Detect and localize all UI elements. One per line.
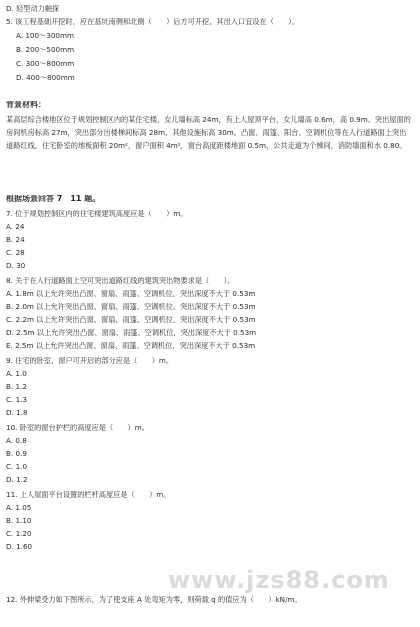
q5-option-d: D. 400～800mm — [16, 74, 75, 82]
q7-option-b: B. 24 — [6, 236, 25, 244]
background-text: 某高层综合楼地区位于规划控制区内的某住宅楼，女儿墙标高 24m，有上人屋顶平台，女儿墙高 0.6m，高 0.9m。突出屋面的房间机房标高 27m，突出部分出楼梯间标高 28m，其他设施标高 30m。凸窗、雨篷、阳台、空调机位等在人行道路面上突出道路红线，住宅卧室的地板面积 20m²，窗户面积 4m²，窗台高度距楼地面 0.5m，公共走道为个梯间，消防墙面和水 0.80。 — [6, 115, 411, 150]
q9-option-a: A. 1.0 — [6, 370, 27, 378]
q9-option-d: D. 1.8 — [6, 409, 28, 417]
option-d-q4: D. 轻型动力触探 — [6, 5, 60, 13]
q5-option-a: A. 100～300mm — [16, 32, 74, 40]
section-title: 根据场景回答 7 11 题。 — [6, 195, 101, 203]
question-10: 10. 卧室的窗台护栏的高度应是（ ）m。 — [6, 424, 149, 432]
q8-option-e: E. 2.5m 以上允许突出凸窗、窗扇、雨篷、空调机位，突出深度不大于 0.53m — [6, 342, 256, 350]
q8-option-a: A. 1.8m 以上允许突出凸窗、窗扇、雨篷、空调机位，突出深度不大于 0.53m — [6, 290, 256, 298]
q8-option-c: C. 2.2m 以上允许突出凸窗、窗扇、雨篷、空调机位，突出深度不大于 0.53m — [6, 316, 256, 324]
q10-option-c: C. 1.0 — [6, 463, 28, 471]
q7-option-c: C. 28 — [6, 249, 25, 257]
q11-option-a: A. 1.05 — [6, 504, 32, 512]
q11-option-d: D. 1.60 — [6, 543, 33, 551]
question-9: 9. 住宅的卧室，窗户可开启的部分应是（ ）m。 — [6, 357, 174, 365]
q5-option-b: B. 200～500mm — [16, 46, 75, 54]
q5-option-c: C. 300～800mm — [16, 60, 75, 68]
q10-option-a: A. 0.8 — [6, 437, 27, 445]
question-11: 11. 上人屋面平台设置的栏杆高度应是（ ）m。 — [6, 491, 171, 499]
q7-option-a: A. 24 — [6, 223, 25, 231]
q8-option-b: B. 2.0m 以上允许突出凸窗、窗扇、雨篷、空调机位，突出深度不大于 0.53m — [6, 303, 256, 311]
question-5: 5. 该工程基础开挖时，应在基坑南侧和北侧（ ）后方可开挖，其出入口宜设在（ ）。 — [6, 18, 300, 26]
q7-option-d: D. 30 — [6, 262, 26, 270]
q10-option-b: B. 0.9 — [6, 450, 27, 458]
q9-option-b: B. 1.2 — [6, 383, 27, 391]
q11-option-c: C. 1.20 — [6, 530, 32, 538]
question-8: 8. 关于在人行道路面上空可突出道路红线的建筑突出物要求是（ ）。 — [6, 277, 235, 285]
q9-option-c: C. 1.3 — [6, 396, 28, 404]
q8-option-d: D. 2.5m 以上允许突出凸窗、窗扇、雨篷、空调机位，突出深度不大于 0.53m — [6, 329, 257, 337]
question-7: 7. 位于规划控制区内的住宅楼建筑高度应是（ ）m。 — [6, 210, 188, 218]
question-12: 12. 外伸梁受力如下图所示，为了使支座 A 处弯矩为零，则荷载 q 的值应为（ ）kN/m。 — [6, 595, 302, 604]
site-watermark: www.jzs88.com — [168, 566, 390, 594]
background-title: 背景材料： — [6, 101, 46, 109]
q10-option-d: D. 1.2 — [6, 476, 28, 484]
q11-option-b: B. 1.10 — [6, 517, 32, 525]
